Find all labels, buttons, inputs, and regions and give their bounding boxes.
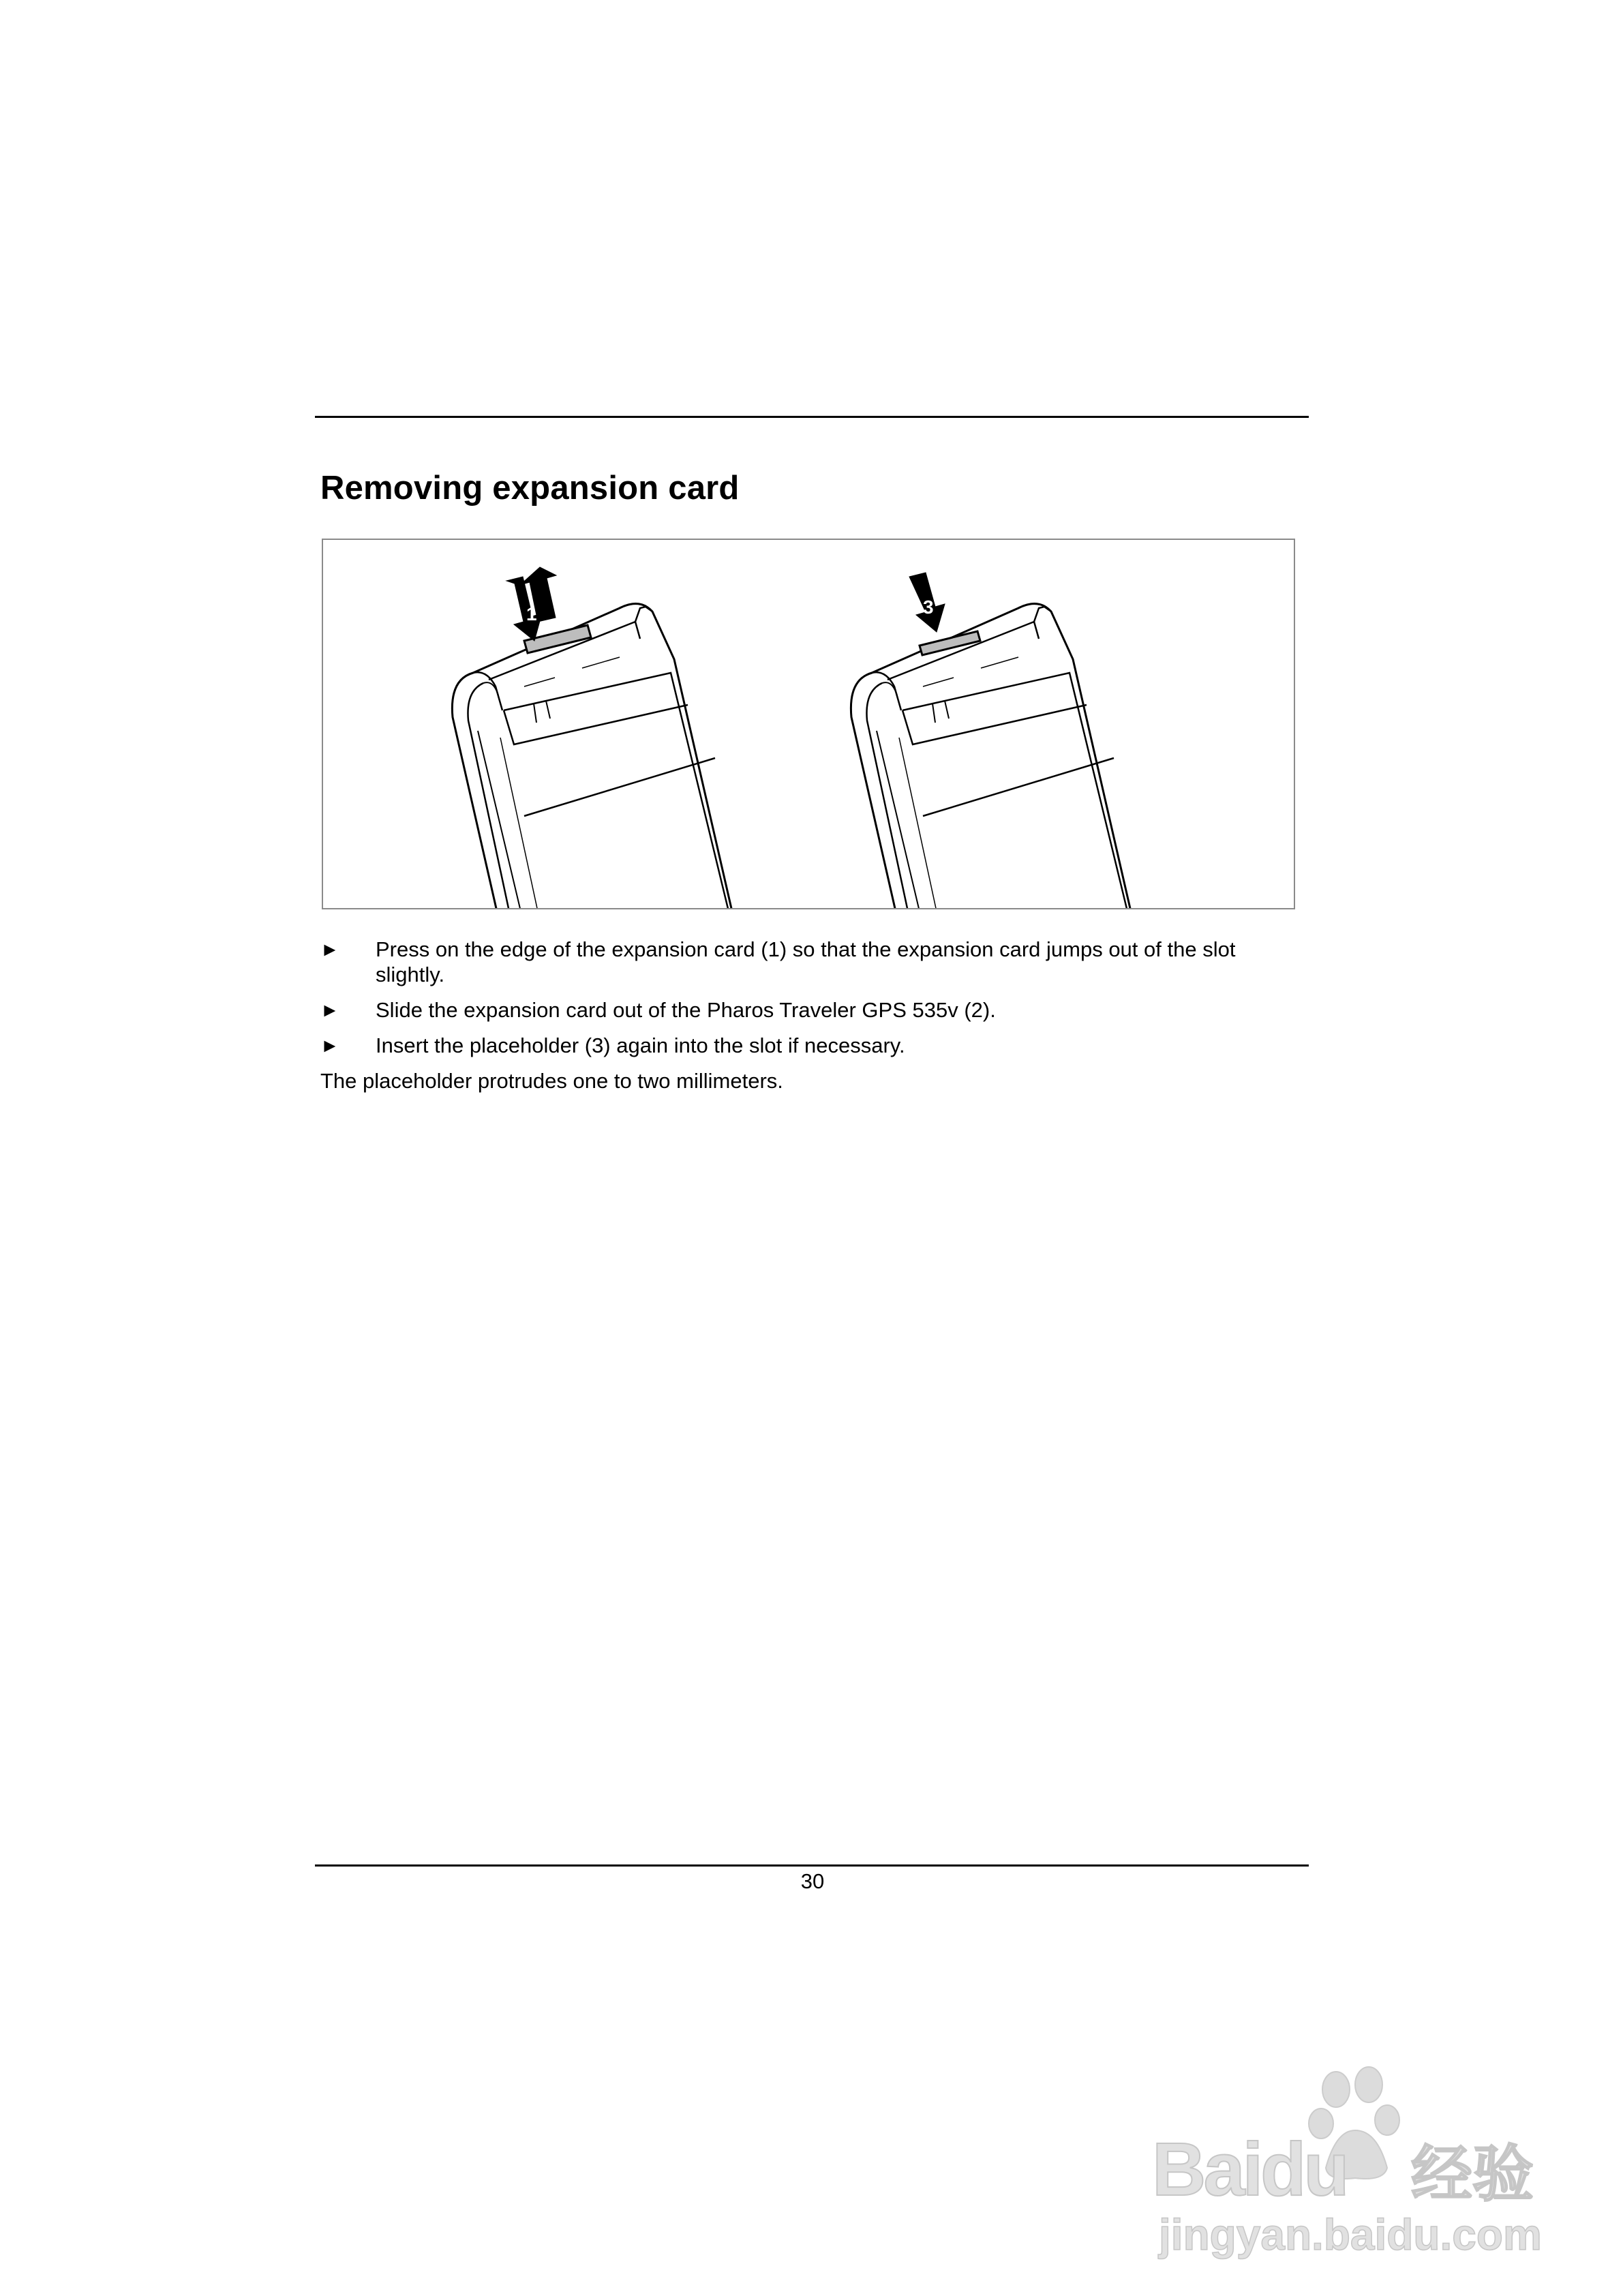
baidu-watermark-logo bbox=[1152, 2059, 1561, 2263]
pda-right bbox=[851, 573, 1131, 908]
callout-3: 3 bbox=[923, 596, 934, 618]
note-text: The placeholder protrudes one to two millimeters. bbox=[320, 1069, 783, 1093]
watermark-brand: Baidu bbox=[1152, 2128, 1347, 2211]
page-heading: Removing expansion card bbox=[320, 470, 740, 507]
step-text: Slide the expansion card out of the Pharos Traveler GPS 535v (2). bbox=[376, 998, 996, 1022]
bullet-arrow-icon: ► bbox=[320, 999, 339, 1021]
bullet-arrow-icon: ► bbox=[320, 1035, 339, 1056]
step-text: Insert the placeholder (3) again into the slot if necessary. bbox=[376, 1033, 905, 1057]
pda-slot-illustration bbox=[323, 540, 1294, 908]
step-text: Press on the edge of the expansion card (1) so that the expansion card jumps out of the slot slightly. bbox=[376, 937, 1236, 986]
bullet-arrow-icon: ► bbox=[320, 939, 339, 960]
footer-rule bbox=[315, 1864, 1309, 1867]
callout-1: 1 bbox=[526, 603, 537, 624]
header-rule bbox=[315, 416, 1309, 418]
callout-2: 2 bbox=[559, 576, 570, 597]
illustration-frame bbox=[322, 539, 1295, 909]
watermark-brand-cn: 经验 bbox=[1411, 2139, 1534, 2210]
pda-left bbox=[452, 567, 732, 908]
watermark-url: jingyan.baidu.com bbox=[1159, 2210, 1542, 2259]
page-number: 30 bbox=[800, 1869, 825, 1893]
